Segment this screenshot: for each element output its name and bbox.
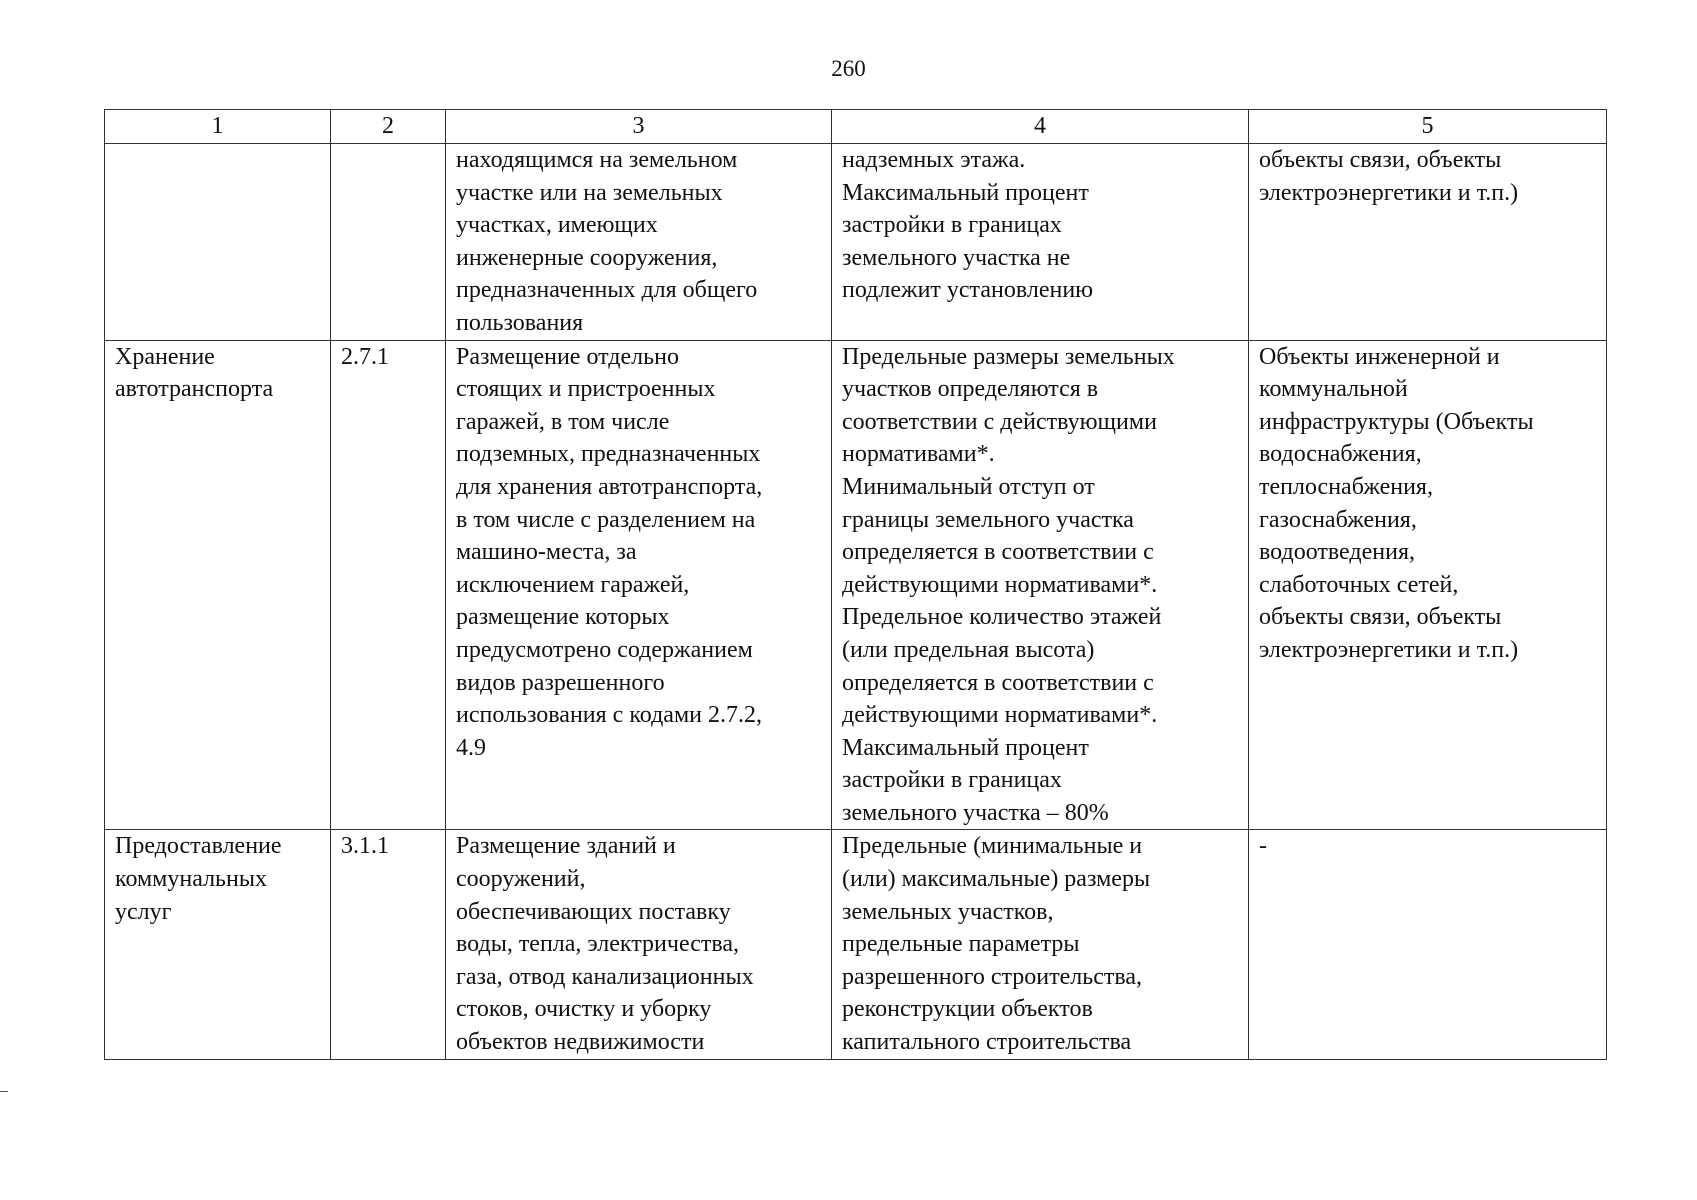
cell-text-line: участков определяются в — [842, 376, 1099, 403]
cell-text-line: разрешенного строительства, — [842, 963, 1142, 990]
objects-cell — [1249, 144, 1607, 341]
cell-text-line: гаражей, в том числе — [456, 408, 670, 435]
cell-text-line: стоков, очистку и уборку — [456, 996, 712, 1023]
cell-text-line: надземных этажа. — [842, 147, 1026, 173]
cell-text-line: использования с кодами 2.7.2, — [456, 702, 762, 729]
cell-text-line: теплоснабжения, — [1259, 473, 1433, 500]
column-header-3: 3 — [446, 110, 832, 144]
cell-text-line: земельного участка – 80% — [842, 799, 1109, 826]
cell-text-line: слаботочных сетей, — [1259, 571, 1459, 598]
margin-mark — [0, 1091, 8, 1092]
cell-text-line: электроэнергетики и т.п.) — [1259, 179, 1519, 206]
description-cell — [446, 830, 832, 1060]
cell-text-line: находящимся на земельном — [456, 147, 738, 173]
cell-text-line: застройки в границах — [842, 212, 1062, 239]
cell-text-line: размещение которых — [456, 604, 670, 631]
cell-text-line: действующими нормативами*. — [842, 702, 1158, 729]
cell-text-line: (или) максимальные) размеры — [842, 866, 1151, 893]
cell-text-line: машино-места, за — [456, 539, 637, 566]
cell-text-line: определяется в соответствии с — [842, 539, 1154, 566]
page-number: 260 — [831, 56, 866, 81]
cell-text-line: подземных, предназначенных — [456, 441, 761, 468]
cell-text-line: исключением гаражей, — [456, 571, 690, 598]
cell-text-line: (или предельная высота) — [842, 636, 1095, 663]
column-header-2: 2 — [331, 110, 446, 144]
cell-text-line: водоснабжения, — [1259, 441, 1422, 468]
land-use-code: 2.7.1 — [341, 343, 389, 370]
cell-text-line: для хранения автотранспорта, — [456, 473, 763, 500]
cell-text-line: предназначенных для общего — [456, 277, 758, 304]
parameters-cell — [832, 144, 1249, 341]
parameters-cell — [832, 340, 1249, 830]
table-row — [105, 830, 1607, 1060]
objects-cell — [1249, 340, 1607, 830]
cell-text-line: Размещение отдельно — [456, 343, 679, 370]
objects-cell — [1249, 830, 1607, 1060]
cell-text-line: пользования — [456, 309, 584, 336]
land-use-code-cell — [331, 144, 446, 341]
cell-text-line: Предельное количество этажей — [842, 604, 1162, 631]
cell-text-line: сооружений, — [456, 866, 586, 893]
description-cell — [446, 144, 832, 341]
land-use-name-cell — [105, 830, 331, 1060]
cell-text-line: соответствии с действующими — [842, 408, 1157, 435]
cell-text-line: действующими нормативами*. — [842, 571, 1158, 598]
cell-text-line: водоотведения, — [1259, 539, 1415, 566]
cell-text-line: стоящих и пристроенных — [456, 376, 716, 403]
land-use-code-cell — [331, 340, 446, 830]
column-header-5: 5 — [1249, 110, 1607, 144]
cell-text-line: газа, отвод канализационных — [456, 963, 754, 990]
table-header-row — [105, 110, 1607, 144]
cell-text-line: застройки в границах — [842, 767, 1062, 794]
land-use-table — [104, 109, 1607, 1060]
table-row — [105, 144, 1607, 341]
description-cell — [446, 340, 832, 830]
cell-text-line: - — [1259, 833, 1267, 860]
cell-text-line: объекты связи, объекты — [1259, 604, 1502, 631]
cell-text-line: подлежит установлению — [842, 277, 1094, 304]
cell-text-line: инженерные сооружения, — [456, 244, 718, 271]
cell-text-line: капитального строительства — [842, 1029, 1132, 1056]
cell-text-line: участке или на земельных — [456, 179, 723, 206]
table-row — [105, 340, 1607, 830]
cell-text-line: инфраструктуры (Объекты — [1259, 408, 1534, 435]
cell-text-line: Размещение зданий и — [456, 833, 676, 860]
column-header-1: 1 — [105, 110, 331, 144]
cell-text-line: участках, имеющих — [456, 212, 658, 239]
cell-text-line: определяется в соответствии с — [842, 669, 1154, 696]
land-use-code-cell — [331, 830, 446, 1060]
cell-text-line: нормативами*. — [842, 441, 995, 468]
cell-text-line: 4.9 — [456, 734, 486, 761]
cell-text-line: реконструкции объектов — [842, 996, 1093, 1023]
cell-text-line: электроэнергетики и т.п.) — [1259, 636, 1519, 663]
cell-text-line: объекты связи, объекты — [1259, 147, 1502, 173]
table-body — [105, 144, 1607, 1060]
cell-text-line: границы земельного участка — [842, 506, 1134, 533]
land-use-name-cell — [105, 144, 331, 341]
column-header-4: 4 — [832, 110, 1249, 144]
cell-text-line: земельных участков, — [842, 898, 1054, 925]
cell-text-line: обеспечивающих поставку — [456, 898, 731, 925]
cell-text-line: Предельные размеры земельных — [842, 343, 1175, 370]
cell-text-line: Максимальный процент — [842, 179, 1089, 206]
cell-text-line: предусмотрено содержанием — [456, 636, 753, 663]
land-use-code: 3.1.1 — [341, 833, 389, 860]
land-use-name: Хранение автотранспорта — [115, 343, 274, 403]
land-use-name: Предоставление коммунальных услуг — [115, 833, 282, 925]
land-use-name-cell — [105, 340, 331, 830]
cell-text-line: Максимальный процент — [842, 734, 1089, 761]
cell-text-line: предельные параметры — [842, 931, 1080, 958]
cell-text-line: видов разрешенного — [456, 669, 665, 696]
cell-text-line: газоснабжения, — [1259, 506, 1417, 533]
cell-text-line: земельного участка не — [842, 244, 1071, 271]
cell-text-line: в том числе с разделением на — [456, 506, 756, 533]
parameters-cell — [832, 830, 1249, 1060]
cell-text-line: Предельные (минимальные и — [842, 833, 1143, 860]
cell-text-line: Объекты инженерной и — [1259, 343, 1500, 370]
cell-text-line: коммунальной — [1259, 376, 1408, 403]
cell-text-line: объектов недвижимости — [456, 1029, 705, 1056]
cell-text-line: воды, тепла, электричества, — [456, 931, 740, 958]
cell-text-line: Минимальный отступ от — [842, 473, 1095, 500]
